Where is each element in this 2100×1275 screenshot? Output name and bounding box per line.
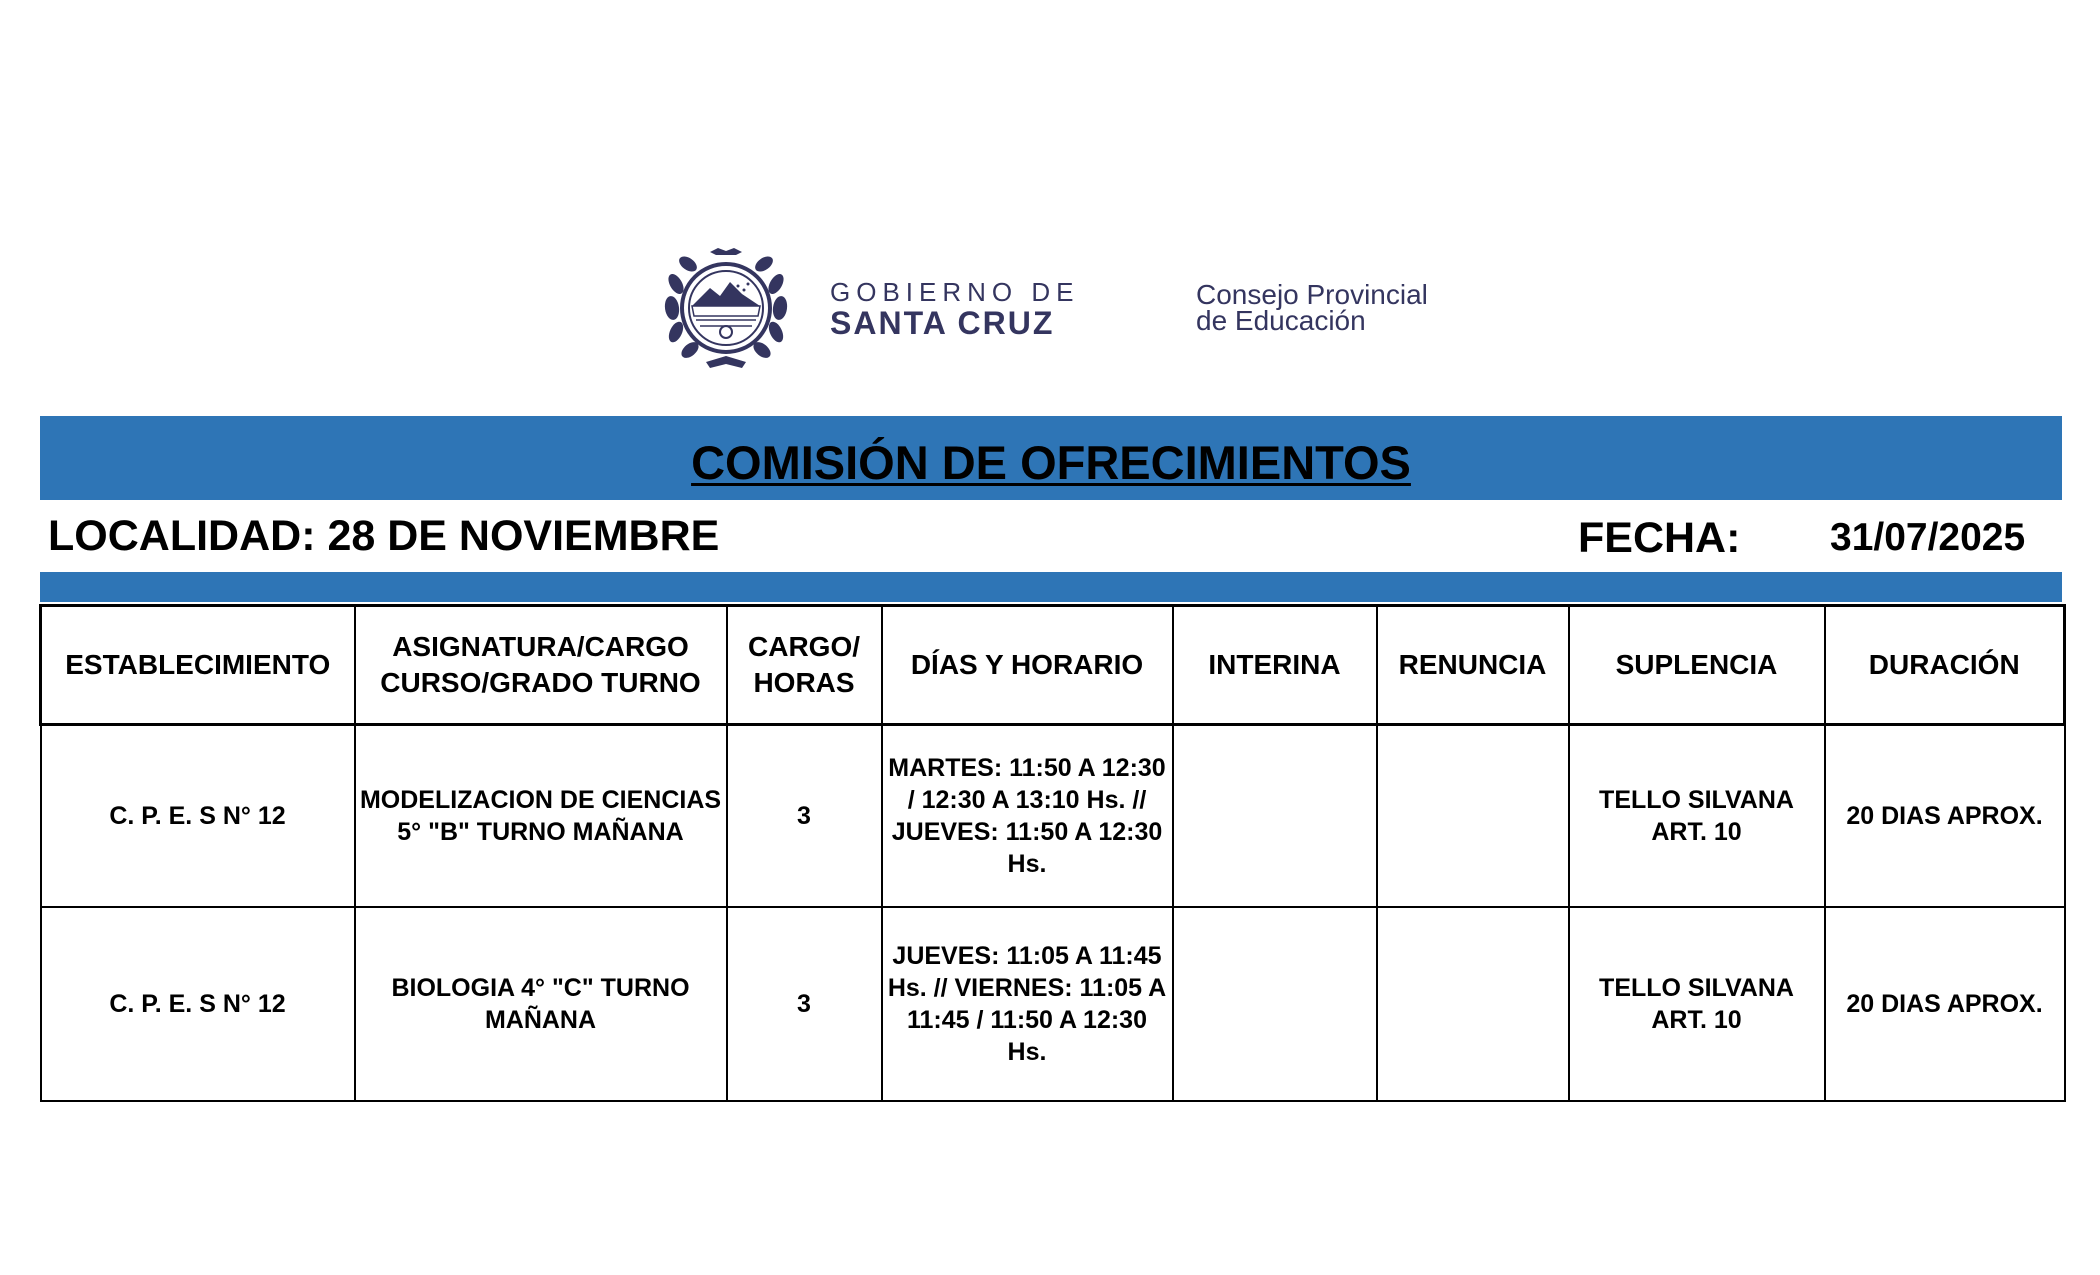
cell-horario: JUEVES: 11:05 A 11:45 Hs. // VIERNES: 11:05 A 11:45 / 11:50 A 12:30 Hs. [882, 907, 1173, 1101]
column-header-cargo-horas: CARGO/ HORAS [727, 606, 882, 725]
council-line1: Consejo Provincial [1196, 279, 1428, 310]
header-logos [658, 246, 1498, 372]
offers-table [39, 604, 2066, 1102]
cell-asignatura: BIOLOGIA 4° "C" TURNO MAÑANA [355, 907, 727, 1101]
cell-horas: 3 [727, 907, 882, 1101]
date-value: 31/07/2025 [1830, 516, 2026, 559]
government-line2: SANTA CRUZ [830, 305, 1055, 341]
date-label: FECHA: [1578, 514, 1741, 562]
column-header-establecimiento: ESTABLECIMIENTO [41, 606, 355, 725]
table-row [41, 907, 2065, 1101]
cell-renuncia [1377, 907, 1569, 1101]
cell-suplencia: TELLO SILVANA ART. 10 [1569, 725, 1825, 908]
column-header-duracion: DURACIÓN [1825, 606, 2065, 725]
column-header-renuncia: RENUNCIA [1377, 606, 1569, 725]
locality-label: LOCALIDAD: 28 DE NOVIEMBRE [48, 512, 720, 560]
government-logo-text [830, 278, 1079, 340]
column-header-suplencia: SUPLENCIA [1569, 606, 1825, 725]
column-header-dias-horario: DÍAS Y HORARIO [882, 606, 1173, 725]
column-header-asignatura: ASIGNATURA/CARGO CURSO/GRADO TURNO [355, 606, 727, 725]
table-header-row [41, 606, 2065, 725]
council-line2: de Educación [1196, 305, 1366, 336]
council-logo-text [1196, 279, 1428, 336]
title-bar [40, 416, 2062, 500]
cell-establecimiento: C. P. E. S N° 12 [41, 725, 355, 908]
santa-cruz-province-seal-icon [658, 246, 794, 372]
locality-date-row [40, 510, 2062, 566]
cell-horario: MARTES: 11:50 A 12:30 / 12:30 A 13:10 Hs. // JUEVES: 11:50 A 12:30 Hs. [882, 725, 1173, 908]
government-line1: GOBIERNO DE [830, 277, 1080, 307]
cell-establecimiento: C. P. E. S N° 12 [41, 907, 355, 1101]
cell-horas: 3 [727, 725, 882, 908]
page-title: COMISIÓN DE OFRECIMIENTOS [691, 435, 1411, 489]
cell-renuncia [1377, 725, 1569, 908]
cell-asignatura: MODELIZACION DE CIENCIAS 5° "B" TURNO MAÑANA [355, 725, 727, 908]
table-row [41, 725, 2065, 908]
cell-suplencia: TELLO SILVANA ART. 10 [1569, 907, 1825, 1101]
cell-interina [1173, 907, 1377, 1101]
cell-interina [1173, 725, 1377, 908]
cell-duracion: 20 DIAS APROX. [1825, 725, 2065, 908]
header-divider-strip [40, 572, 2062, 602]
column-header-interina: INTERINA [1173, 606, 1377, 725]
cell-duracion: 20 DIAS APROX. [1825, 907, 2065, 1101]
